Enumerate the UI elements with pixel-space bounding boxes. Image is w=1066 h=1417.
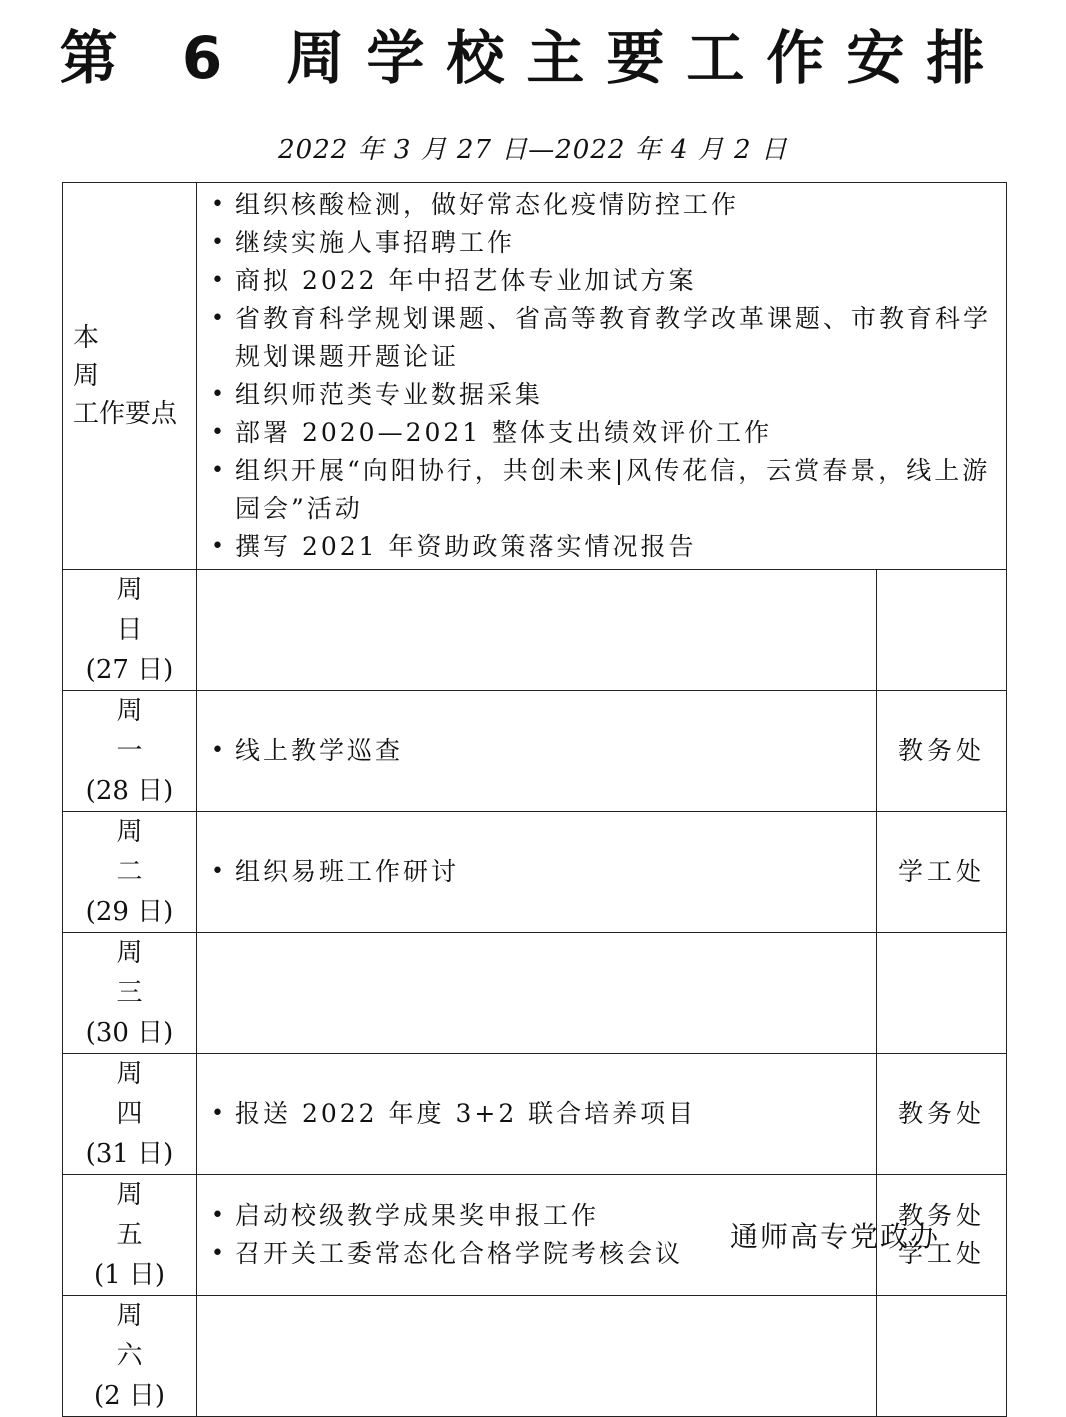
- dept-label: 学工处: [898, 857, 986, 886]
- issuer-signature: 通师高专党政办: [730, 1220, 941, 1253]
- dept-label: 学工处: [898, 1239, 986, 1268]
- list-item: • 商拟 2022 年中招艺体专业加试方案: [211, 262, 1000, 300]
- dept-cell: [877, 933, 1007, 1054]
- day-date: (28 日): [85, 776, 174, 806]
- list-item: • 报送 2022 年度 3+2 联合培养项目: [211, 1095, 870, 1133]
- list-item: • 召开关工委常态化合格学院考核会议: [211, 1235, 870, 1273]
- table-row: [63, 812, 1007, 933]
- list-item: • 继续实施人事招聘工作: [211, 224, 1000, 262]
- day-name: 周日: [116, 575, 177, 645]
- key-points-row: [63, 183, 1007, 570]
- list-item: • 组织师范类专业数据采集: [211, 376, 1000, 414]
- day-date: (31 日): [85, 1139, 174, 1169]
- day-date: (27 日): [85, 655, 174, 685]
- day-name: 周六: [116, 1301, 177, 1371]
- day-name: 周二: [116, 817, 177, 887]
- day-date: (1 日): [93, 1260, 166, 1290]
- date-range: 2022 年 3 月 27 日—2022 年 4 月 2 日: [278, 135, 788, 165]
- list-item: • 省教育科学规划课题、省高等教育教学改革课题、市教育科学规划课题开题论证: [211, 300, 1000, 376]
- task-cell: [197, 933, 877, 1054]
- task-cell: [197, 812, 877, 933]
- list-item: • 组织核酸检测，做好常态化疫情防控工作: [211, 186, 1000, 224]
- table-row: [63, 933, 1007, 1054]
- day-cell: [63, 812, 197, 933]
- day-cell: [63, 1296, 197, 1417]
- day-name: 周一: [116, 696, 177, 766]
- dept-label: 教务处: [898, 736, 986, 765]
- dept-cell: [877, 1296, 1007, 1417]
- table-row: [63, 1296, 1007, 1417]
- table-row: [63, 570, 1007, 691]
- list-item: • 线上教学巡查: [211, 732, 870, 770]
- day-cell: [63, 570, 197, 691]
- day-date: (2 日): [93, 1381, 166, 1411]
- day-cell: [63, 691, 197, 812]
- dept-cell: [877, 812, 1007, 933]
- list-item: • 组织开展“向阳协行，共创未来|风传花信，云赏春景，线上游园会”活动: [211, 452, 1000, 528]
- day-date: (30 日): [85, 1018, 174, 1048]
- task-cell: [197, 691, 877, 812]
- task-cell: [197, 570, 877, 691]
- day-cell: [63, 933, 197, 1054]
- dept-label: 教务处: [898, 1099, 986, 1128]
- day-name: 周四: [116, 1059, 177, 1129]
- dept-label: 教务处: [898, 1201, 986, 1230]
- list-item: • 撰写 2021 年资助政策落实情况报告: [211, 528, 1000, 566]
- task-cell: [197, 1296, 877, 1417]
- dept-cell: [877, 1054, 1007, 1175]
- table-row: [63, 1054, 1007, 1175]
- key-points-label-line1: 本周: [73, 323, 158, 391]
- day-name: 周三: [116, 938, 177, 1008]
- list-item: • 启动校级教学成果奖申报工作: [211, 1197, 870, 1235]
- key-points-list-cell: [197, 183, 1007, 570]
- day-cell: [63, 1175, 197, 1296]
- page-title: 第 6 周学校主要工作安排: [59, 24, 1007, 92]
- dept-cell: [877, 570, 1007, 691]
- table-row: [63, 691, 1007, 812]
- list-item: • 部署 2020—2021 整体支出绩效评价工作: [211, 414, 1000, 452]
- day-cell: [63, 1054, 197, 1175]
- list-item: • 组织易班工作研讨: [211, 853, 870, 891]
- day-date: (29 日): [85, 897, 174, 927]
- task-cell: [197, 1054, 877, 1175]
- key-points-label-line2: 工作要点: [73, 399, 178, 429]
- key-points-label: [63, 183, 197, 570]
- day-name: 周五: [116, 1180, 177, 1250]
- dept-cell: [877, 691, 1007, 812]
